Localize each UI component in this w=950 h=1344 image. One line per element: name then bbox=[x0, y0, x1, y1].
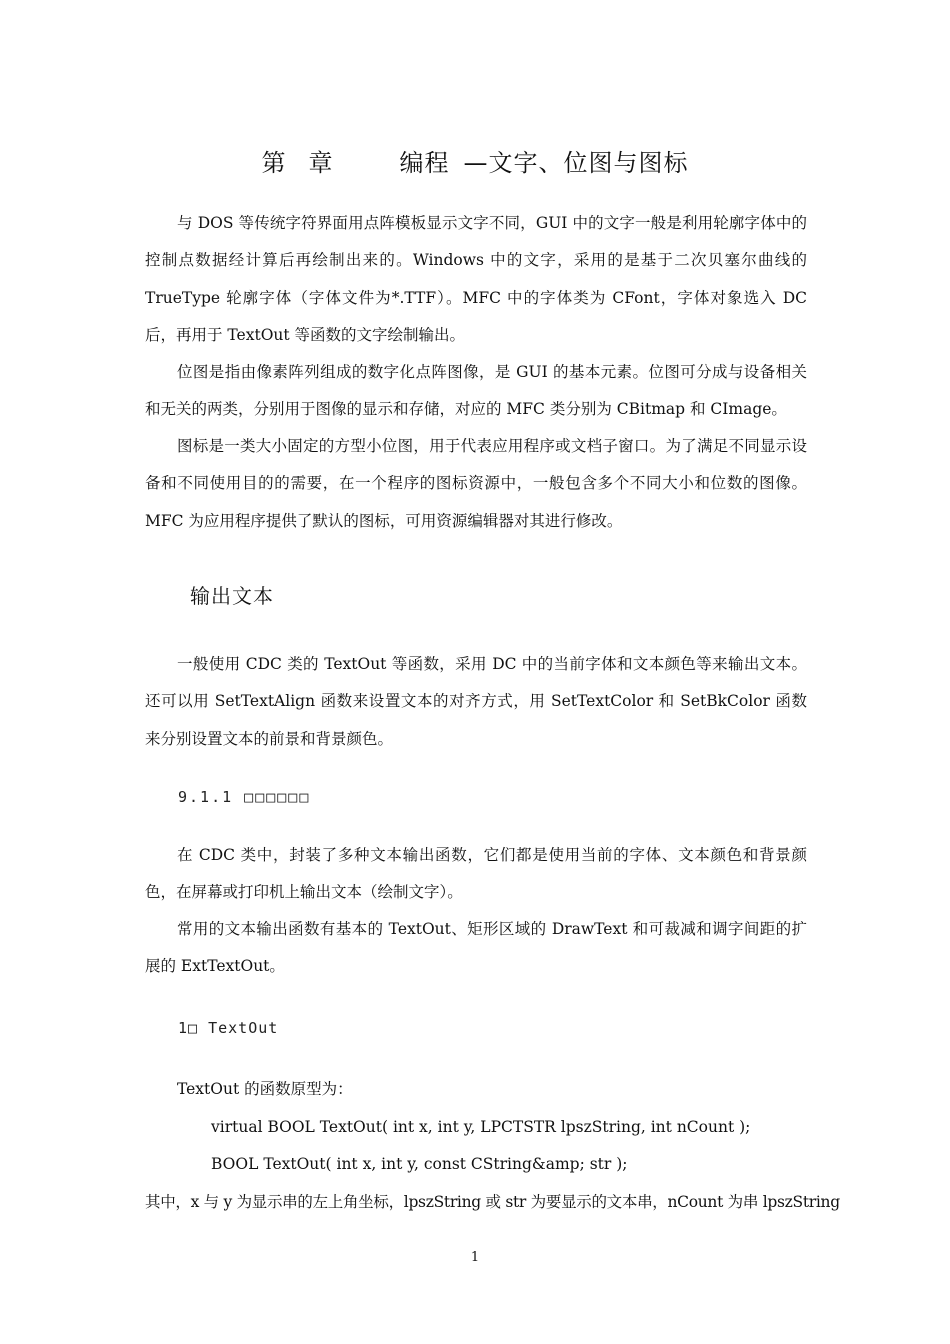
chapter-title-subtitle: —文字、位图与图标 bbox=[463, 149, 689, 177]
intro-paragraph-bitmap: 位图是指由像素阵列组成的数字化点阵图像，是 GUI 的基本元素。位图可分成与设备相关和无关的两类，分别用于图像的显示和存储，对应的 MFC 类分别为 CBitmap 和 CImage。 bbox=[145, 363, 807, 419]
section-paragraph: 一般使用 CDC 类的 TextOut 等函数，采用 DC 中的当前字体和文本颜色等来输出文本。还可以用 SetTextAlign 函数来设置文本的对齐方式，用 SetTextColor 和 SetBkColor 函数来分别设置文本的前景和背景颜色。 bbox=[145, 655, 807, 748]
item-heading: 1□ TextOut bbox=[178, 1019, 279, 1037]
subsection-paragraph-1: 在 CDC 类中，封装了多种文本输出函数，它们都是使用当前的字体、文本颜色和背景颜色，在屏幕或打印机上输出文本（绘制文字）。 bbox=[145, 846, 807, 902]
intro-paragraph-text: 与 DOS 等传统字符界面用点阵模板显示文字不同，GUI 中的文字一般是利用轮廓字体中的控制点数据经计算后再绘制出来的。Windows 中的文字，采用的是基于二次贝塞尔曲线的 TrueType 轮廓字体（字体文件为*.TTF）。MFC 中的字体类为 CFont，字体对象选入 DC 后，再用于 TextOut 等函数的文字绘制输出。 bbox=[145, 214, 807, 344]
section-title: 输出文本 bbox=[190, 584, 274, 608]
chapter-title-chapter-word: 章 bbox=[308, 149, 334, 177]
chapter-title-prefix: 第 bbox=[261, 149, 287, 177]
final-line: 其中，x 与 y 为显示串的左上角坐标，lpszString 或 str 为要显示的文本串，nCount 为串 lpszString bbox=[145, 1193, 840, 1211]
chapter-title bbox=[0, 143, 950, 178]
subsection-paragraph-2: 常用的文本输出函数有基本的 TextOut、矩形区域的 DrawText 和可裁减和调字间距的扩展的 ExtTextOut。 bbox=[145, 920, 807, 976]
intro-paragraph-icon: 图标是一类大小固定的方型小位图，用于代表应用程序或文档子窗口。为了满足不同显示设备和不同使用目的的需要，在一个程序的图标资源中，一般包含多个不同大小和位数的图像。MFC 为应用程序提供了默认的图标，可用资源编辑器对其进行修改。 bbox=[145, 437, 807, 530]
prototype-intro: TextOut 的函数原型为： bbox=[177, 1080, 353, 1098]
page-number: 1 bbox=[470, 1250, 480, 1265]
code-line-2: BOOL TextOut( int x, int y, const CString&amp; str ); bbox=[211, 1155, 628, 1173]
chapter-title-topic: 编程 bbox=[399, 149, 450, 177]
code-line-1: virtual BOOL TextOut( int x, int y, LPCTSTR lpszString, int nCount ); bbox=[211, 1118, 751, 1136]
subsection-heading: 9.1.1 □□□□□□ bbox=[178, 788, 311, 806]
